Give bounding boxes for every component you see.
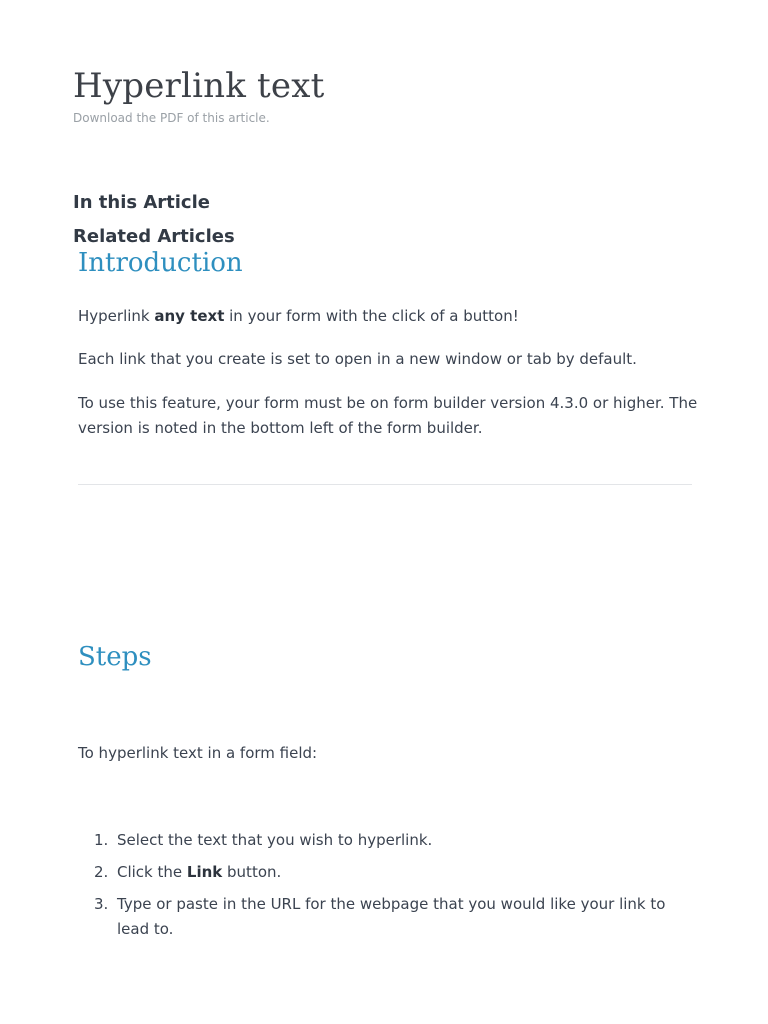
intro-p1-bold: any text — [154, 307, 225, 325]
in-this-article-toggle[interactable]: In this Article — [73, 192, 210, 213]
step-text-after: button. — [222, 863, 282, 881]
intro-paragraph-2: Each link that you create is set to open in a new window or tab by default. — [78, 350, 637, 368]
introduction-heading: Introduction — [78, 248, 243, 278]
step-text-before: Click the — [117, 863, 187, 881]
step-item-3 — [78, 892, 698, 942]
step-number: 1. — [94, 831, 109, 849]
step-number: 3. — [94, 895, 109, 913]
intro-p1-before: Hyperlink — [78, 307, 155, 325]
steps-list — [78, 828, 698, 949]
related-articles-toggle[interactable]: Related Articles — [73, 226, 235, 247]
step-text: Select the text that you wish to hyperlink. — [117, 831, 433, 849]
intro-paragraph-1 — [78, 304, 698, 329]
steps-heading: Steps — [78, 642, 152, 672]
page-title: Hyperlink text — [73, 66, 325, 106]
intro-paragraph-3: To use this feature, your form must be on form builder version 4.3.0 or higher. The version is noted in the bottom left of the form builder. — [78, 394, 698, 437]
download-pdf-link[interactable]: Download the PDF of this article. — [73, 111, 270, 125]
step-number: 2. — [94, 863, 109, 881]
step-text: Type or paste in the URL for the webpage that you would like your link to lead to. — [117, 895, 666, 938]
step-item-2 — [78, 860, 698, 885]
intro-p1-after: in your form with the click of a button! — [224, 307, 519, 325]
section-divider — [78, 484, 692, 485]
steps-intro: To hyperlink text in a form field: — [78, 744, 318, 762]
step-item-1 — [78, 828, 698, 853]
step-text-bold: Link — [186, 863, 223, 881]
